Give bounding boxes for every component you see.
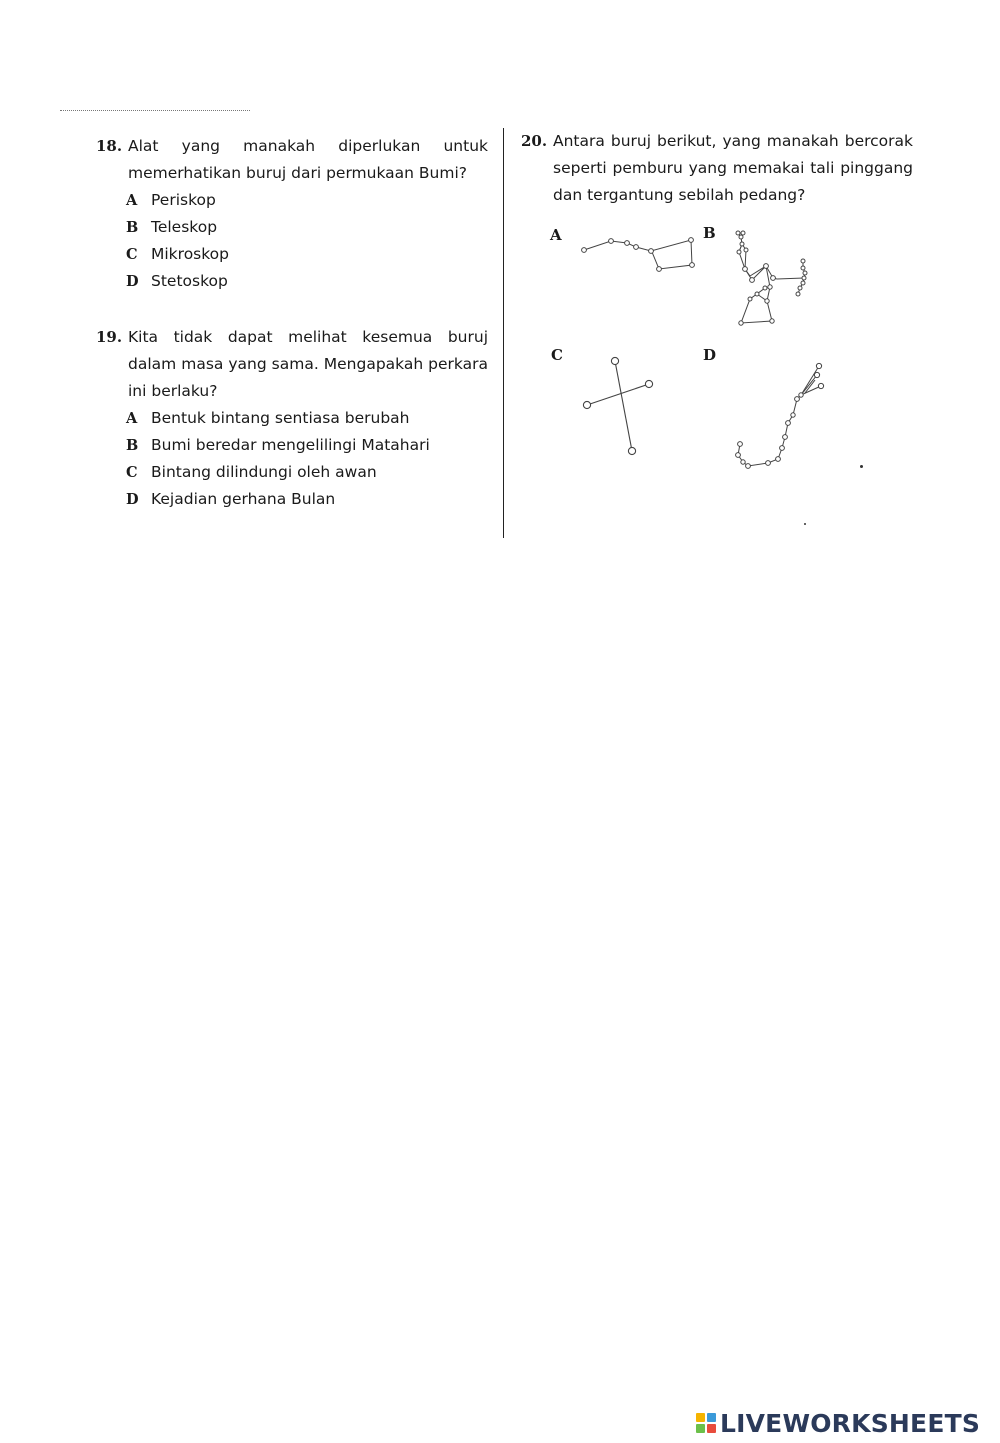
question-20 <box>521 128 913 209</box>
brand-name: LIVEWORKSHEETS <box>720 1408 981 1438</box>
question-text: Kita tidak dapat melihat kesemua buruj dalam masa yang sama. Mengapakah perkara ini berlaku? <box>128 328 488 400</box>
figure-letter-b[interactable]: B <box>703 224 716 242</box>
option-a[interactable] <box>126 187 488 214</box>
scan-artifact-line <box>60 110 250 111</box>
option-text: Stetoskop <box>151 272 228 290</box>
option-text: Bumi beredar mengelilingi Matahari <box>151 436 430 454</box>
question-number: 19. <box>96 328 123 346</box>
option-b[interactable] <box>126 432 488 459</box>
column-divider <box>503 128 504 538</box>
question-text: Alat yang manakah diperlukan untuk memerhatikan buruj dari permukaan Bumi? <box>128 137 488 182</box>
question-18 <box>96 133 488 295</box>
logo-square <box>707 1424 716 1433</box>
option-text: Kejadian gerhana Bulan <box>151 490 336 508</box>
logo-grid-icon <box>696 1413 716 1433</box>
option-c[interactable] <box>126 459 488 486</box>
question-number: 20. <box>521 132 548 150</box>
option-text: Mikroskop <box>151 245 229 263</box>
option-b[interactable] <box>126 214 488 241</box>
option-text: Bentuk bintang sentiasa berubah <box>151 409 410 427</box>
figure-letter-c[interactable]: C <box>551 346 563 364</box>
figure-letter-d[interactable]: D <box>703 346 717 364</box>
option-letter: D <box>126 491 139 508</box>
question-text: Antara buruj berikut, yang manakah bercorak seperti pemburu yang memakai tali pinggang dan tergantung sebilah pedang? <box>553 132 913 204</box>
option-letter: D <box>126 273 139 290</box>
option-letter: C <box>126 246 138 263</box>
option-text: Periskop <box>151 191 216 209</box>
option-letter: B <box>126 219 139 236</box>
logo-square <box>707 1413 716 1422</box>
option-letter: B <box>126 437 139 454</box>
logo-square <box>696 1413 705 1422</box>
question-19 <box>96 324 488 513</box>
figure-letter-a[interactable]: A <box>550 226 562 244</box>
liveworksheets-logo[interactable] <box>696 1408 980 1438</box>
orion-constellation-icon[interactable] <box>730 228 815 328</box>
option-text: Bintang dilindungi oleh awan <box>151 463 377 481</box>
question-number: 18. <box>96 137 123 155</box>
option-a[interactable] <box>126 405 488 432</box>
southern-cross-constellation-icon[interactable] <box>580 355 660 460</box>
option-letter: A <box>126 192 138 209</box>
scorpius-constellation-icon[interactable] <box>730 360 830 475</box>
option-d[interactable] <box>126 268 488 295</box>
big-dipper-constellation-icon[interactable] <box>575 230 705 275</box>
scan-speck <box>860 465 863 468</box>
logo-square <box>696 1424 705 1433</box>
option-d[interactable] <box>126 486 488 513</box>
option-c[interactable] <box>126 241 488 268</box>
option-letter: C <box>126 464 138 481</box>
scan-speck <box>804 523 806 525</box>
option-text: Teleskop <box>151 218 218 236</box>
option-letter: A <box>126 410 138 427</box>
